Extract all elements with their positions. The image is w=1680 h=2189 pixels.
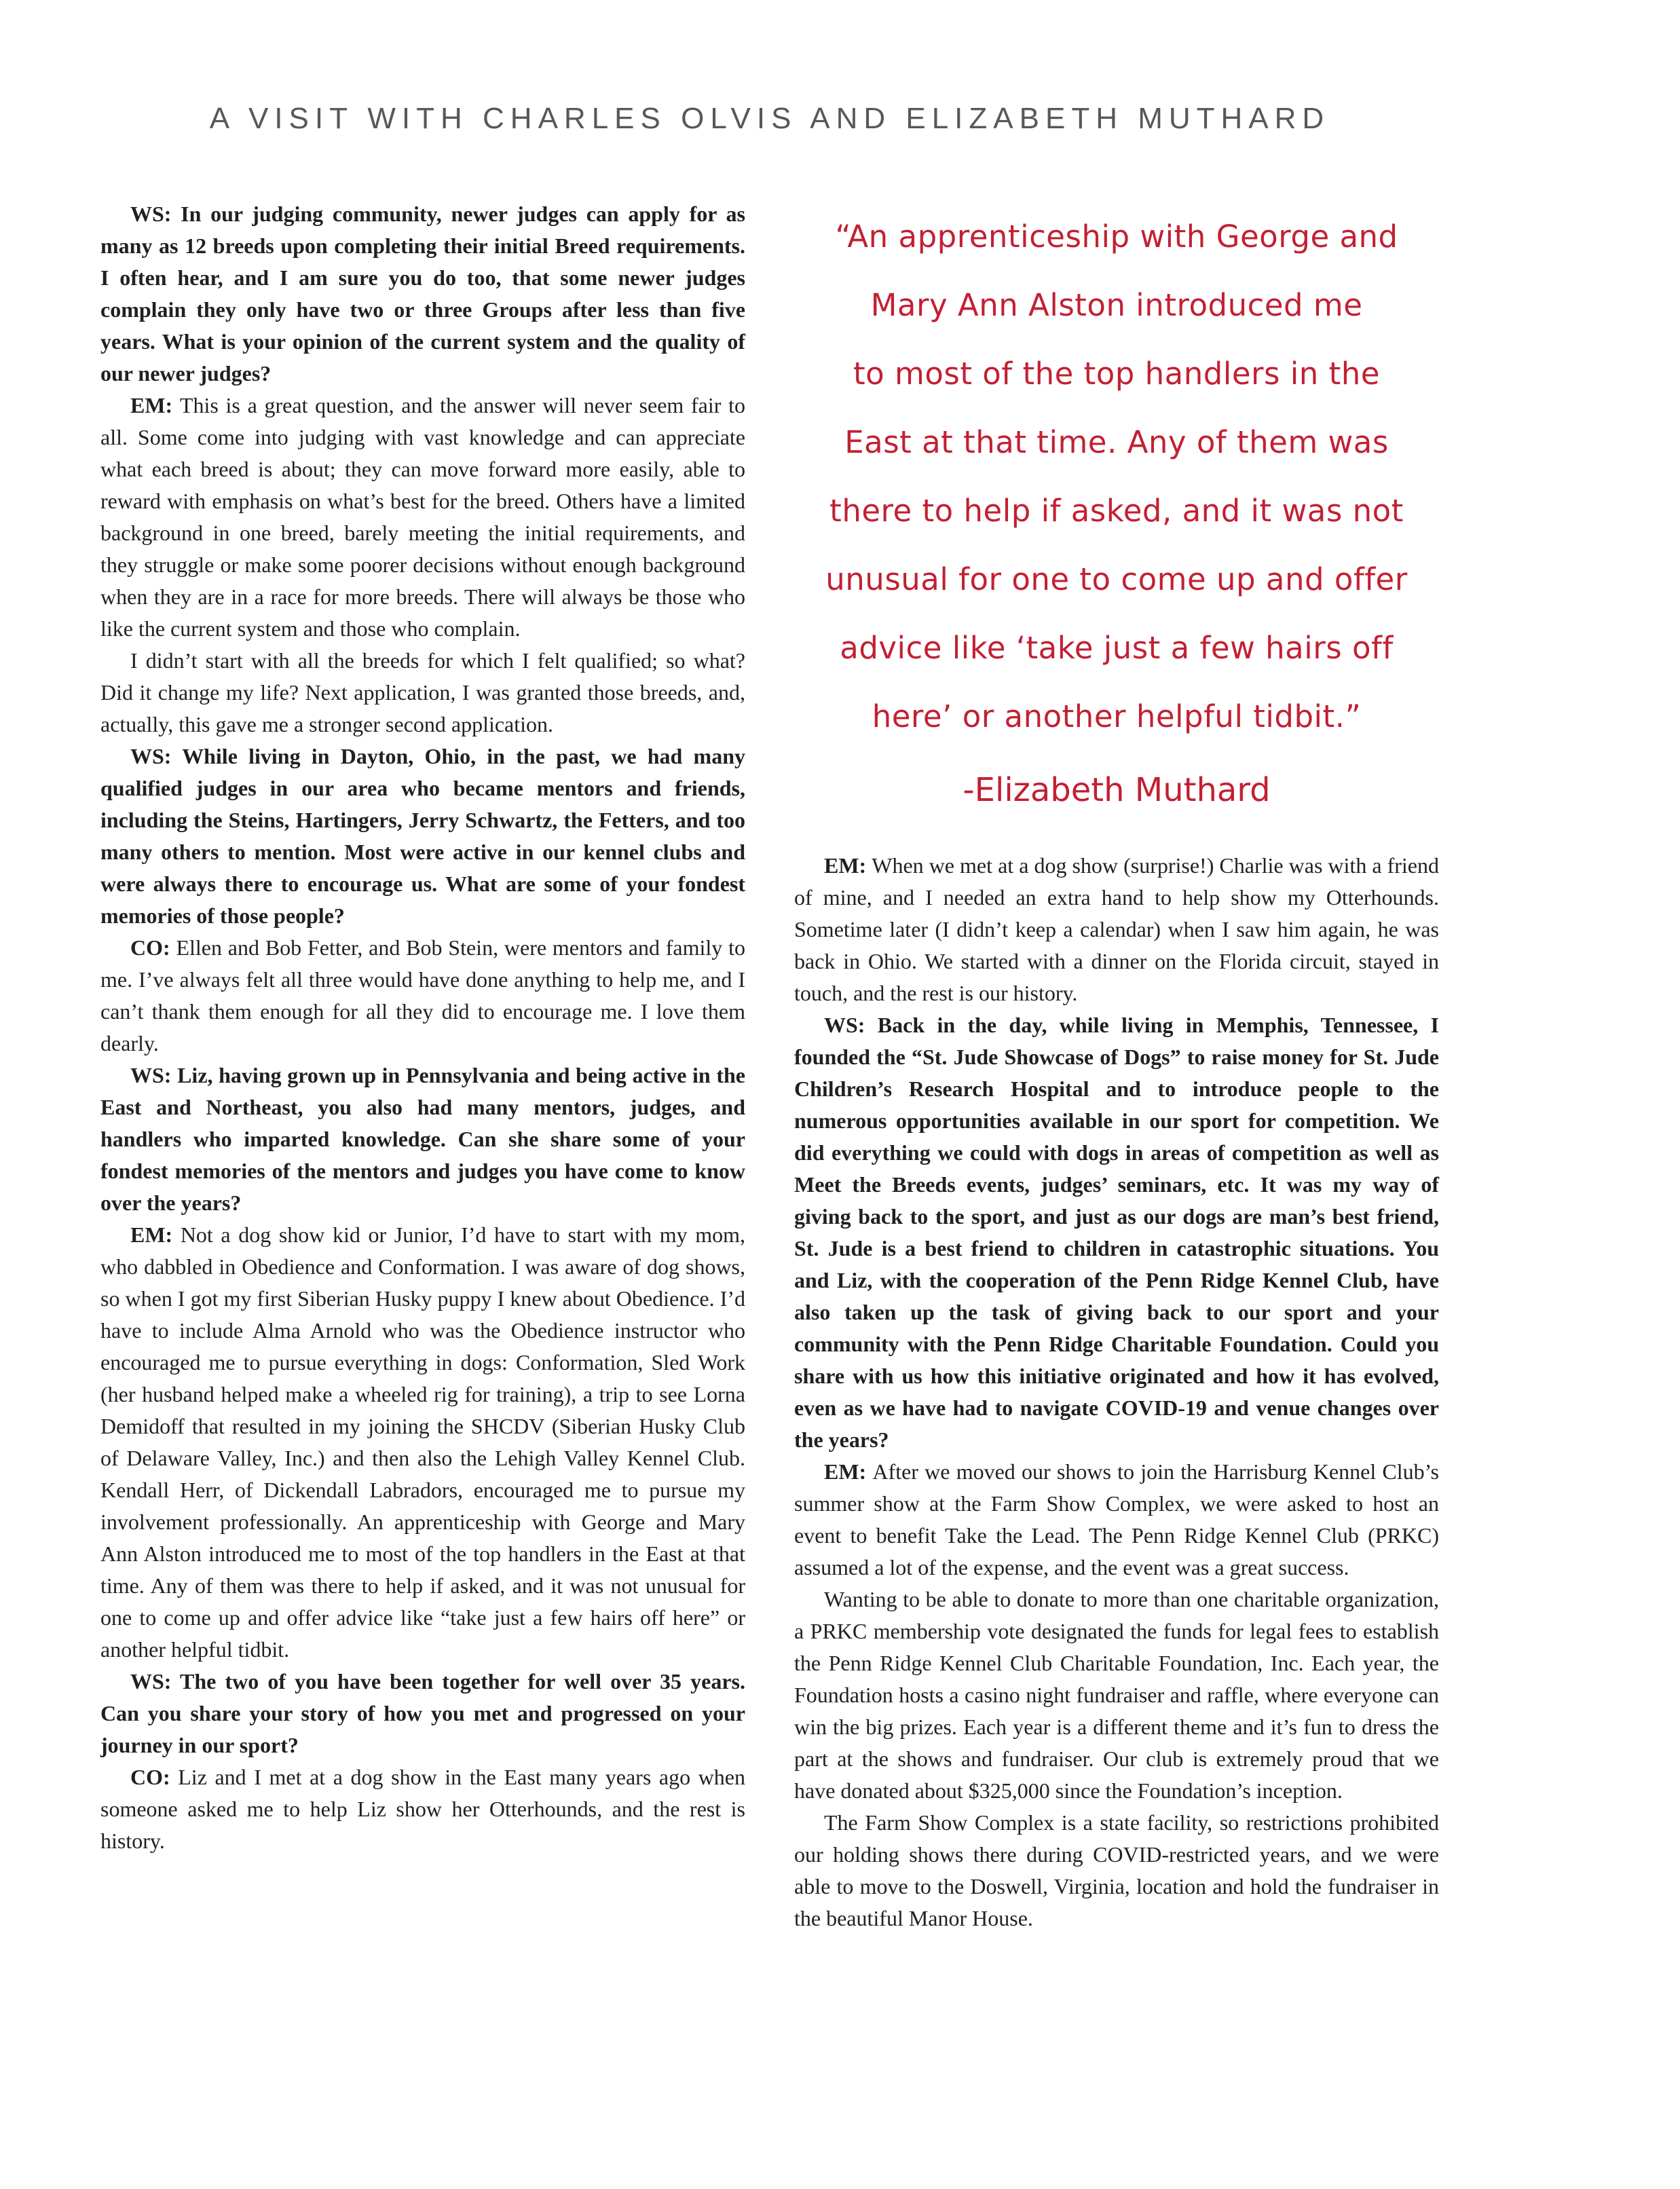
speaker-label: EM: (824, 853, 872, 878)
paragraph-co: CO: Ellen and Bob Fetter, and Bob Stein, were mentors and family to me. I’ve always felt all three would have done anything to help me, and I can’t thank them enough for all they did to encourage me. I love them dearly. (100, 935, 746, 1055)
speaker-label: WS: (824, 1013, 878, 1037)
pull-quote-line: Mary Ann Alston introduced me (870, 287, 1363, 323)
paragraph-ws: WS: Liz, having grown up in Pennsylvania and being active in the East and Northeast, you also had many mentors, judges, and handlers who imparted knowledge. Can she share some of your fondest memories of the mentors and judges you have come to know over the years? (100, 1063, 746, 1215)
right-column (794, 198, 1439, 1934)
paragraph: I didn’t start with all the breeds for which I felt qualified; so what? Did it change my life? Next application, I was granted those breeds, and, actually, this gave me a stronger second application. (100, 648, 745, 736)
left-column (100, 198, 745, 1857)
speaker-label: WS: (130, 1063, 178, 1087)
paragraph-em: EM: Not a dog show kid or Junior, I’d have to start with my mom, who dabbled in Obedience and Conformation. I was aware of dog shows, so when I got my first Siberian Husky puppy I knew about Obedience. I’d have to include Alma Arnold who was the Obedience instructor who encouraged me to pursue everything in dogs: Conformation, Sled Work (her husband helped make a wheeled rig for training), a trip to see Lorna Demidoff that resulted in my joining the SHCDV (Siberian Husky Club of Delaware Valley, Inc.) and then also the Lehigh Valley Kennel Club. Kendall Herr, of Dickendall Labradors, encouraged me to pursue my involvement professionally. An apprenticeship with George and Mary Ann Alston introduced me to most of the top handlers in the East at that time. Any of them was there to help if asked, and it was not unusual for one to come up and offer advice like “take just a few hairs off here” or another helpful tidbit. (100, 1222, 746, 1662)
article-columns (100, 198, 1439, 1934)
paragraph-em: EM: When we met at a dog show (surprise!) Charlie was with a friend of mine, and I needed an extra hand to help show my Otterhounds. Sometime later (I didn’t keep a calendar) when I saw him again, he was back in Ohio. We started with a dinner on the Florida circuit, stayed in touch, and the rest is our history. (794, 853, 1440, 1005)
pull-quote-line: unusual for one to come up and offer (825, 561, 1408, 597)
paragraph-ws: WS: Back in the day, while living in Memphis, Tennessee, I founded the “St. Jude Showcase of Dogs” to raise money for St. Jude Children’s Research Hospital and to introduce people to the numerous opportunities available in our sport for competition. We did everything we could with dogs in areas of competition as well as Meet the Breeds events, judges’ seminars, etc. It was my way of giving back to the sport, and just as our dogs are man’s best friend, St. Jude is a best friend to children in catastrophic situations. You and Liz, with the cooperation of the Penn Ridge Kennel Club, have also taken up the task of giving back to our sport and your community with the Penn Ridge Charitable Foundation. Could you share with us how this initiative originated and how it has evolved, even as we have had to navigate COVID-19 and venue changes over the years? (794, 1013, 1440, 1452)
pull-quote (794, 202, 1439, 810)
pull-quote-attribution: -Elizabeth Muthard (963, 771, 1271, 809)
paragraph: The Farm Show Complex is a state facility, so restrictions prohibited our holding shows there during COVID-restricted years, and we were able to move to the Doswell, Virginia, location and hold the fundraiser in the beautiful Manor House. (794, 1810, 1439, 1930)
paragraph-ws: WS: The two of you have been together for well over 35 years. Can you share your story of how you met and progressed on your journey in our sport? (100, 1669, 746, 1757)
speaker-label: EM: (824, 1459, 873, 1484)
page-title: A VISIT WITH CHARLES OLVIS AND ELIZABETH MUTHARD (209, 102, 1330, 135)
paragraph-co: CO: Liz and I met at a dog show in the East many years ago when someone asked me to help Liz show her Otterhounds, and the rest is history. (100, 1765, 746, 1853)
pull-quote-line: East at that time. Any of them was (844, 424, 1389, 460)
speaker-label: EM: (130, 1222, 181, 1247)
paragraph-em: EM: After we moved our shows to join the Harrisburg Kennel Club’s summer show at the Farm Show Complex, we were asked to host an event to benefit Take the Lead. The Penn Ridge Kennel Club (PRKC) assumed a lot of the expense, and the event was a great success. (794, 1459, 1439, 1579)
speaker-label: CO: (130, 935, 176, 960)
paragraph-ws: WS: While living in Dayton, Ohio, in the past, we had many qualified judges in our area who became mentors and friends, including the Steins, Hartingers, Jerry Schwartz, the Fetters, and too many others to mention. Most were active in our kennel clubs and were always there to encourage us. What are some of your fondest memories of those people? (100, 744, 746, 928)
paragraph-em: EM: This is a great question, and the answer will never seem fair to all. Some come into judging with vast knowledge and can appreciate what each breed is about; they can move forward more easily, able to reward with emphasis on what’s best for the breed. Others have a limited background in one breed, barely meeting the initial requirements, and they struggle or make some poorer decisions without enough background when they are in a race for more breeds. There will always be those who like the current system and those who complain. (100, 393, 746, 641)
speaker-label: WS: (130, 202, 181, 226)
speaker-label: EM: (130, 393, 180, 417)
pull-quote-line: to most of the top handlers in the (853, 356, 1380, 392)
speaker-label: CO: (130, 1765, 179, 1789)
paragraph: Wanting to be able to donate to more than one charitable organization, a PRKC membership vote designated the funds for legal fees to establish the Penn Ridge Kennel Club Charitable Foundation, Inc. Each year, the Foundation hosts a casino night fundraiser and raffle, where everyone can win the big prizes. Each year is a different theme and it’s fun to dress the part at the shows and fundraiser. Our club is extremely proud that we have donated about $325,000 since the Foundation’s inception. (794, 1587, 1439, 1803)
pull-quote-line: advice like ‘take just a few hairs off (840, 630, 1394, 666)
pull-quote-line: there to help if asked, and it was not (829, 493, 1404, 529)
speaker-label: WS: (130, 1669, 180, 1694)
paragraph-ws: WS: In our judging community, newer judges can apply for as many as 12 breeds upon completing their initial Breed requirements. I often hear, and I am sure you do too, that some newer judges complain they only have two or three Groups after less than five years. What is your opinion of the current system and the quality of our newer judges? (100, 202, 746, 386)
pull-quote-line: here’ or another helpful tidbit.” (872, 698, 1362, 734)
speaker-label: WS: (130, 744, 183, 768)
pull-quote-line: “An apprenticeship with George and (835, 219, 1398, 255)
